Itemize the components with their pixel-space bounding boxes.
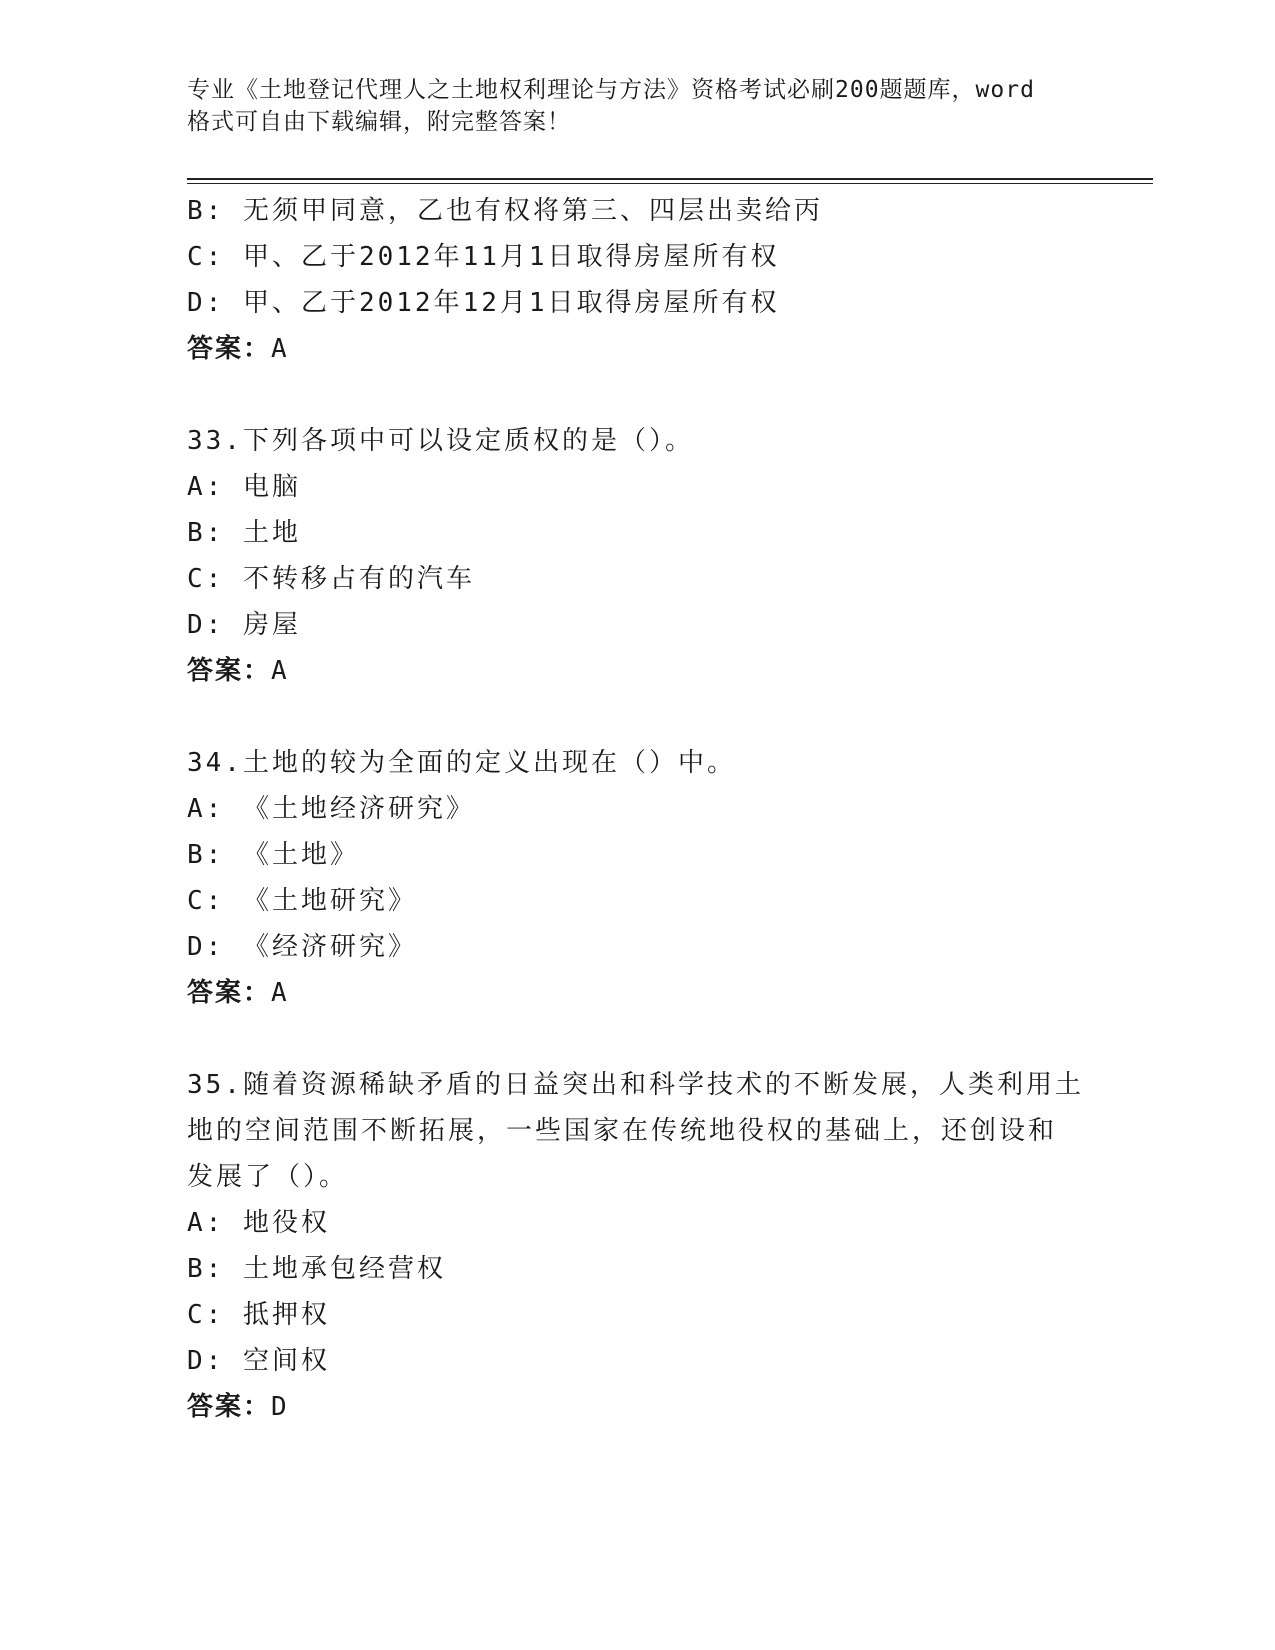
option-key: C xyxy=(187,886,206,916)
question-34 xyxy=(187,740,1087,1016)
question-stem-continued: 发展了（）。 xyxy=(187,1162,349,1192)
option-text: 《土地经济研究》 xyxy=(242,794,475,824)
spacer xyxy=(187,372,1087,418)
answer-line xyxy=(187,1384,1087,1430)
option-text: 《土地》 xyxy=(242,840,359,870)
option-key: B xyxy=(187,1254,206,1284)
option-c: C: 抵押权 xyxy=(187,1300,330,1330)
option-text: 土地承包经营权 xyxy=(242,1254,446,1284)
option-text: 房屋 xyxy=(242,610,301,640)
option-c: C: 《土地研究》 xyxy=(187,886,417,916)
question-33 xyxy=(187,418,1087,694)
answer-value: A xyxy=(271,978,288,1008)
spacer xyxy=(187,694,1087,740)
option-b: B: 土地 xyxy=(187,518,301,548)
option-text: 土地 xyxy=(242,518,301,548)
option-key: C xyxy=(187,242,206,272)
answer-label: 答案： xyxy=(187,334,272,364)
answer-line xyxy=(187,970,1087,1016)
question-stem xyxy=(187,1062,1087,1108)
prev-question-block xyxy=(187,188,1087,372)
option-c: C: 甲、乙于2012年11月1日取得房屋所有权 xyxy=(187,242,780,272)
option-d: D: 甲、乙于2012年12月1日取得房屋所有权 xyxy=(187,288,780,318)
option-d: D: 房屋 xyxy=(187,610,301,640)
option-d: D: 《经济研究》 xyxy=(187,932,417,962)
option-d: D: 空间权 xyxy=(187,1346,330,1376)
option-key: A xyxy=(187,472,206,502)
question-number: 35. xyxy=(187,1070,243,1100)
option-text: 甲、乙于2012年12月1日取得房屋所有权 xyxy=(242,288,780,318)
question-text: 下列各项中可以设定质权的是（）。 xyxy=(242,426,694,456)
option-text: 空间权 xyxy=(242,1346,330,1376)
option-key: D xyxy=(187,1346,206,1376)
option-key: B xyxy=(187,518,206,548)
option-text: 地役权 xyxy=(242,1208,330,1238)
question-number: 33. xyxy=(187,426,243,456)
option-key: D xyxy=(187,610,206,640)
answer-label: 答案： xyxy=(187,1392,272,1422)
option-key: D xyxy=(187,288,206,318)
option-text: 《土地研究》 xyxy=(242,886,417,916)
question-text: 随着资源稀缺矛盾的日益突出和科学技术的不断发展，人类利用土 xyxy=(242,1070,1084,1100)
option-key: A xyxy=(187,1208,206,1238)
question-stem-continued: 地的空间范围不断拓展，一些国家在传统地役权的基础上，还创设和 xyxy=(187,1116,1058,1146)
option-text: 不转移占有的汽车 xyxy=(242,564,475,594)
option-b: B: 《土地》 xyxy=(187,840,359,870)
spacer xyxy=(187,1016,1087,1062)
option-key: D xyxy=(187,932,206,962)
option-a: A: 地役权 xyxy=(187,1208,330,1238)
header-divider-thin xyxy=(187,183,1153,184)
option-c: C: 不转移占有的汽车 xyxy=(187,564,475,594)
answer-line xyxy=(187,326,1087,372)
answer-value: A xyxy=(271,334,288,364)
question-list xyxy=(187,188,1087,1430)
question-number: 34. xyxy=(187,748,243,778)
header-divider-thick xyxy=(187,178,1153,180)
option-text: 抵押权 xyxy=(242,1300,330,1330)
option-key: B xyxy=(187,840,206,870)
header-line-2: 格式可自由下载编辑，附完整答案！ xyxy=(187,109,571,135)
option-key: C xyxy=(187,564,206,594)
option-key: A xyxy=(187,794,206,824)
option-a: A: 电脑 xyxy=(187,472,301,502)
answer-label: 答案： xyxy=(187,656,272,686)
option-b: B: 无须甲同意，乙也有权将第三、四层出卖给丙 xyxy=(187,196,823,226)
header-line-1: 专业《土地登记代理人之土地权利理论与方法》资格考试必刷200题题库，word xyxy=(187,77,1035,103)
option-text: 《经济研究》 xyxy=(242,932,417,962)
option-b: B: 土地承包经营权 xyxy=(187,1254,446,1284)
option-a: A: 《土地经济研究》 xyxy=(187,794,475,824)
option-key: C xyxy=(187,1300,206,1330)
question-stem xyxy=(187,418,1087,464)
option-text: 电脑 xyxy=(242,472,301,502)
option-text: 无须甲同意，乙也有权将第三、四层出卖给丙 xyxy=(242,196,823,226)
option-text: 甲、乙于2012年11月1日取得房屋所有权 xyxy=(242,242,780,272)
answer-label: 答案： xyxy=(187,978,272,1008)
question-text: 土地的较为全面的定义出现在（）中。 xyxy=(242,748,736,778)
question-stem xyxy=(187,740,1087,786)
option-key: B xyxy=(187,196,206,226)
document-header xyxy=(187,74,1087,138)
answer-line xyxy=(187,648,1087,694)
question-35 xyxy=(187,1062,1087,1430)
answer-value: A xyxy=(271,656,288,686)
answer-value: D xyxy=(271,1392,288,1422)
